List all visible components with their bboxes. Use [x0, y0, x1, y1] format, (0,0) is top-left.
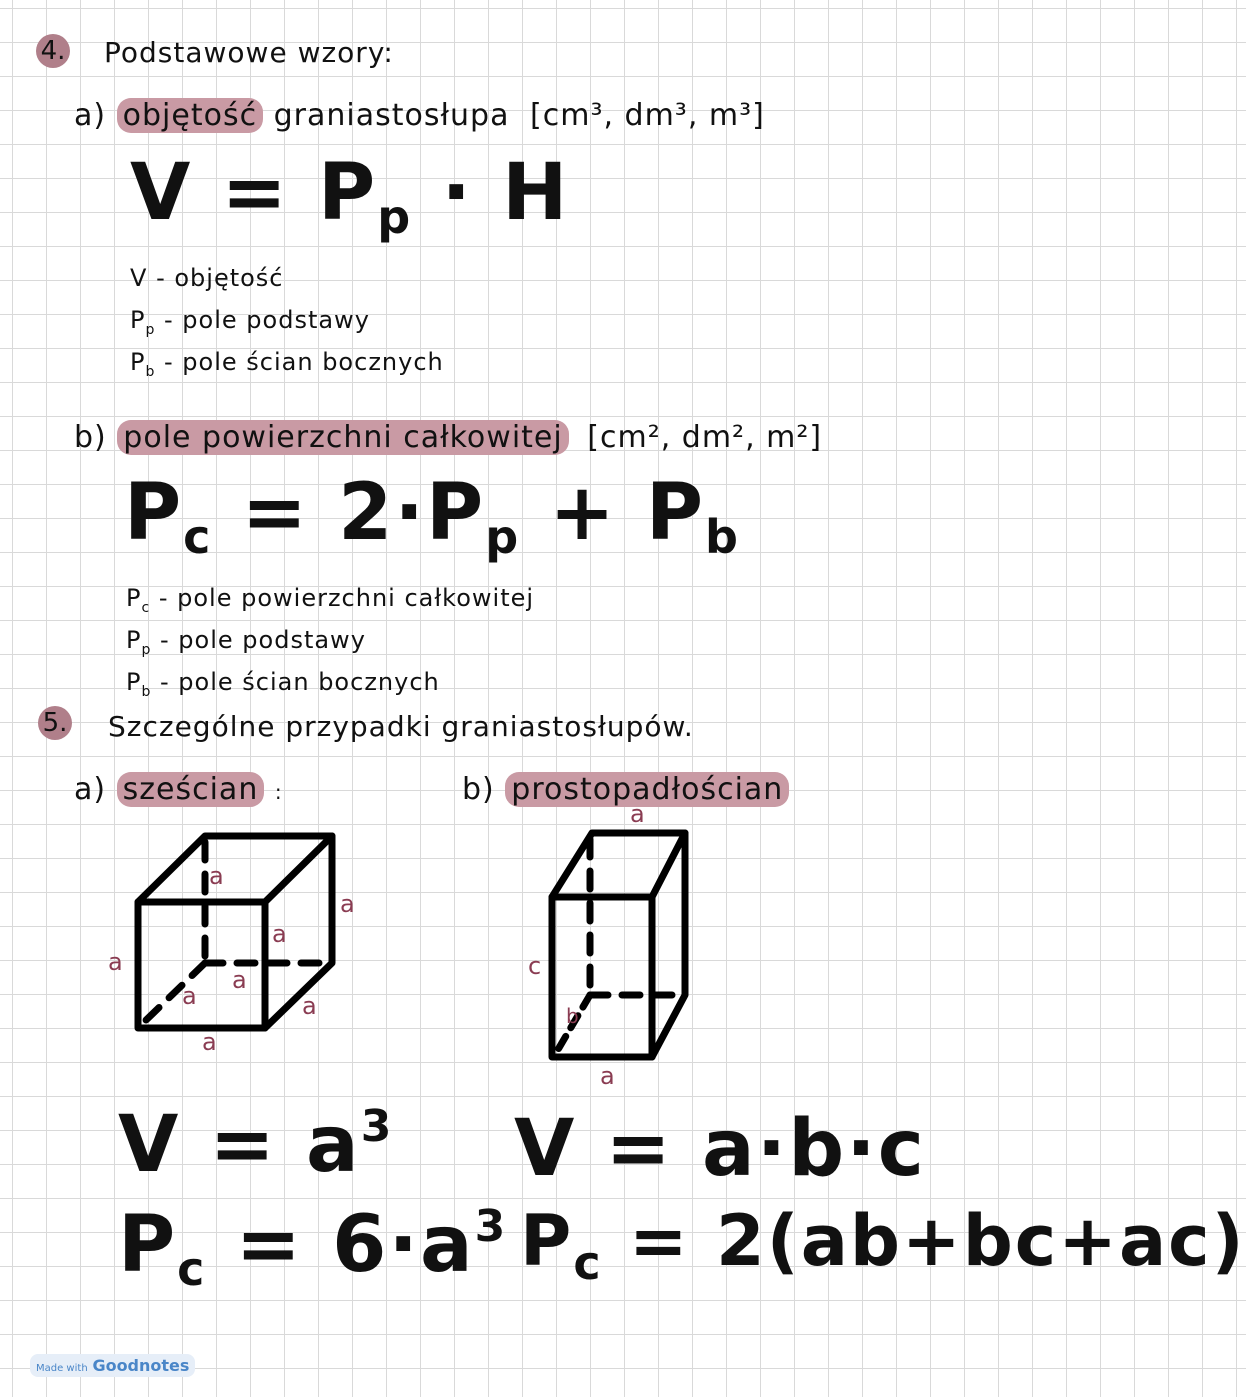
- cube-volume-formula: $V = a^3$: [118, 1100, 394, 1190]
- cuboid-prefix: b): [462, 772, 495, 807]
- volume-heading: [74, 98, 765, 133]
- cuboid-volume-formula: V = a·b·c: [514, 1104, 927, 1194]
- formula-pc: $P_c$: [124, 468, 213, 564]
- cube-drawing: [100, 820, 380, 1060]
- cube-area-formula: $P_c = 6\cdot a^3$: [118, 1200, 508, 1296]
- legend-row: $P_c$ - pole powierzchni całkowitej: [126, 584, 535, 616]
- legend-row: $P_p$ - pole podstawy: [130, 305, 370, 338]
- cuboid-drawing: [530, 815, 710, 1075]
- cuboid-label-left: c: [528, 952, 542, 980]
- cube-label: a: [108, 948, 123, 976]
- area-legend: [126, 582, 534, 707]
- cube-suffix: :: [274, 780, 283, 804]
- legend-row: V - objętość: [130, 264, 284, 292]
- cube-label: a: [340, 890, 355, 918]
- volume-rest: graniastosłupa: [273, 98, 510, 133]
- formula-plus: +: [549, 468, 617, 558]
- section-title-5: Szczególne przypadki graniastosłupów.: [108, 710, 694, 743]
- formula-h: H: [502, 148, 570, 238]
- area-units: [cm², dm², m²]: [587, 420, 823, 455]
- volume-units: [cm³, dm³, m³]: [530, 98, 765, 133]
- section-title-4: Podstawowe wzory:: [104, 36, 394, 69]
- cube-heading: [74, 772, 283, 807]
- area-heading: [74, 420, 822, 455]
- formula-dot: ·: [394, 468, 427, 558]
- goodnotes-watermark: Made with Goodnotes: [30, 1354, 195, 1377]
- cube-highlight: sześcian: [117, 772, 265, 807]
- volume-formula: [130, 148, 569, 244]
- cube-label: a: [272, 920, 287, 948]
- area-prefix: b): [74, 420, 107, 455]
- cuboid-edge: [652, 833, 685, 897]
- cube-label: a: [302, 992, 317, 1020]
- formula-pb: $P_b$: [645, 468, 740, 564]
- formula-eq: =: [221, 148, 289, 238]
- area-highlight: pole powierzchni całkowitej: [117, 420, 568, 455]
- cuboid-label-bottom: a: [600, 1062, 615, 1090]
- area-formula: [124, 468, 740, 564]
- cube-edge: [265, 836, 332, 902]
- volume-prefix: a): [74, 98, 107, 133]
- cuboid-highlight: prostopadłościan: [505, 772, 789, 807]
- cuboid-heading: [462, 772, 789, 807]
- cube-label: a: [202, 1028, 217, 1056]
- formula-pp: $P_p$: [426, 468, 521, 564]
- cube-label: a: [182, 982, 197, 1010]
- section-number-4: 4.: [36, 34, 70, 68]
- volume-legend: [130, 262, 444, 387]
- volume-highlight: objętość: [117, 98, 263, 133]
- cuboid-label-top: a: [630, 800, 645, 828]
- legend-row: $P_b$ - pole ścian bocznych: [130, 347, 444, 380]
- formula-eq: =: [241, 468, 309, 558]
- formula-dot: ·: [441, 148, 473, 238]
- section-number-5: 5.: [38, 706, 72, 740]
- cuboid-label-inner: b: [566, 1004, 579, 1028]
- cube-prefix: a): [74, 772, 107, 807]
- formula-two: 2: [338, 468, 395, 558]
- legend-row: $P_b$ - pole ścian bocznych: [126, 667, 440, 700]
- cuboid-front-face: [552, 897, 652, 1057]
- formula-v: V: [130, 148, 193, 238]
- cube-label: a: [232, 966, 247, 994]
- cuboid-area-formula: $P_c = 2(ab+bc+ac)$: [520, 1200, 1246, 1290]
- cube-label: a: [209, 862, 224, 890]
- formula-pp: $P_p$: [318, 148, 413, 244]
- legend-row: $P_p$ - pole podstawy: [126, 625, 366, 658]
